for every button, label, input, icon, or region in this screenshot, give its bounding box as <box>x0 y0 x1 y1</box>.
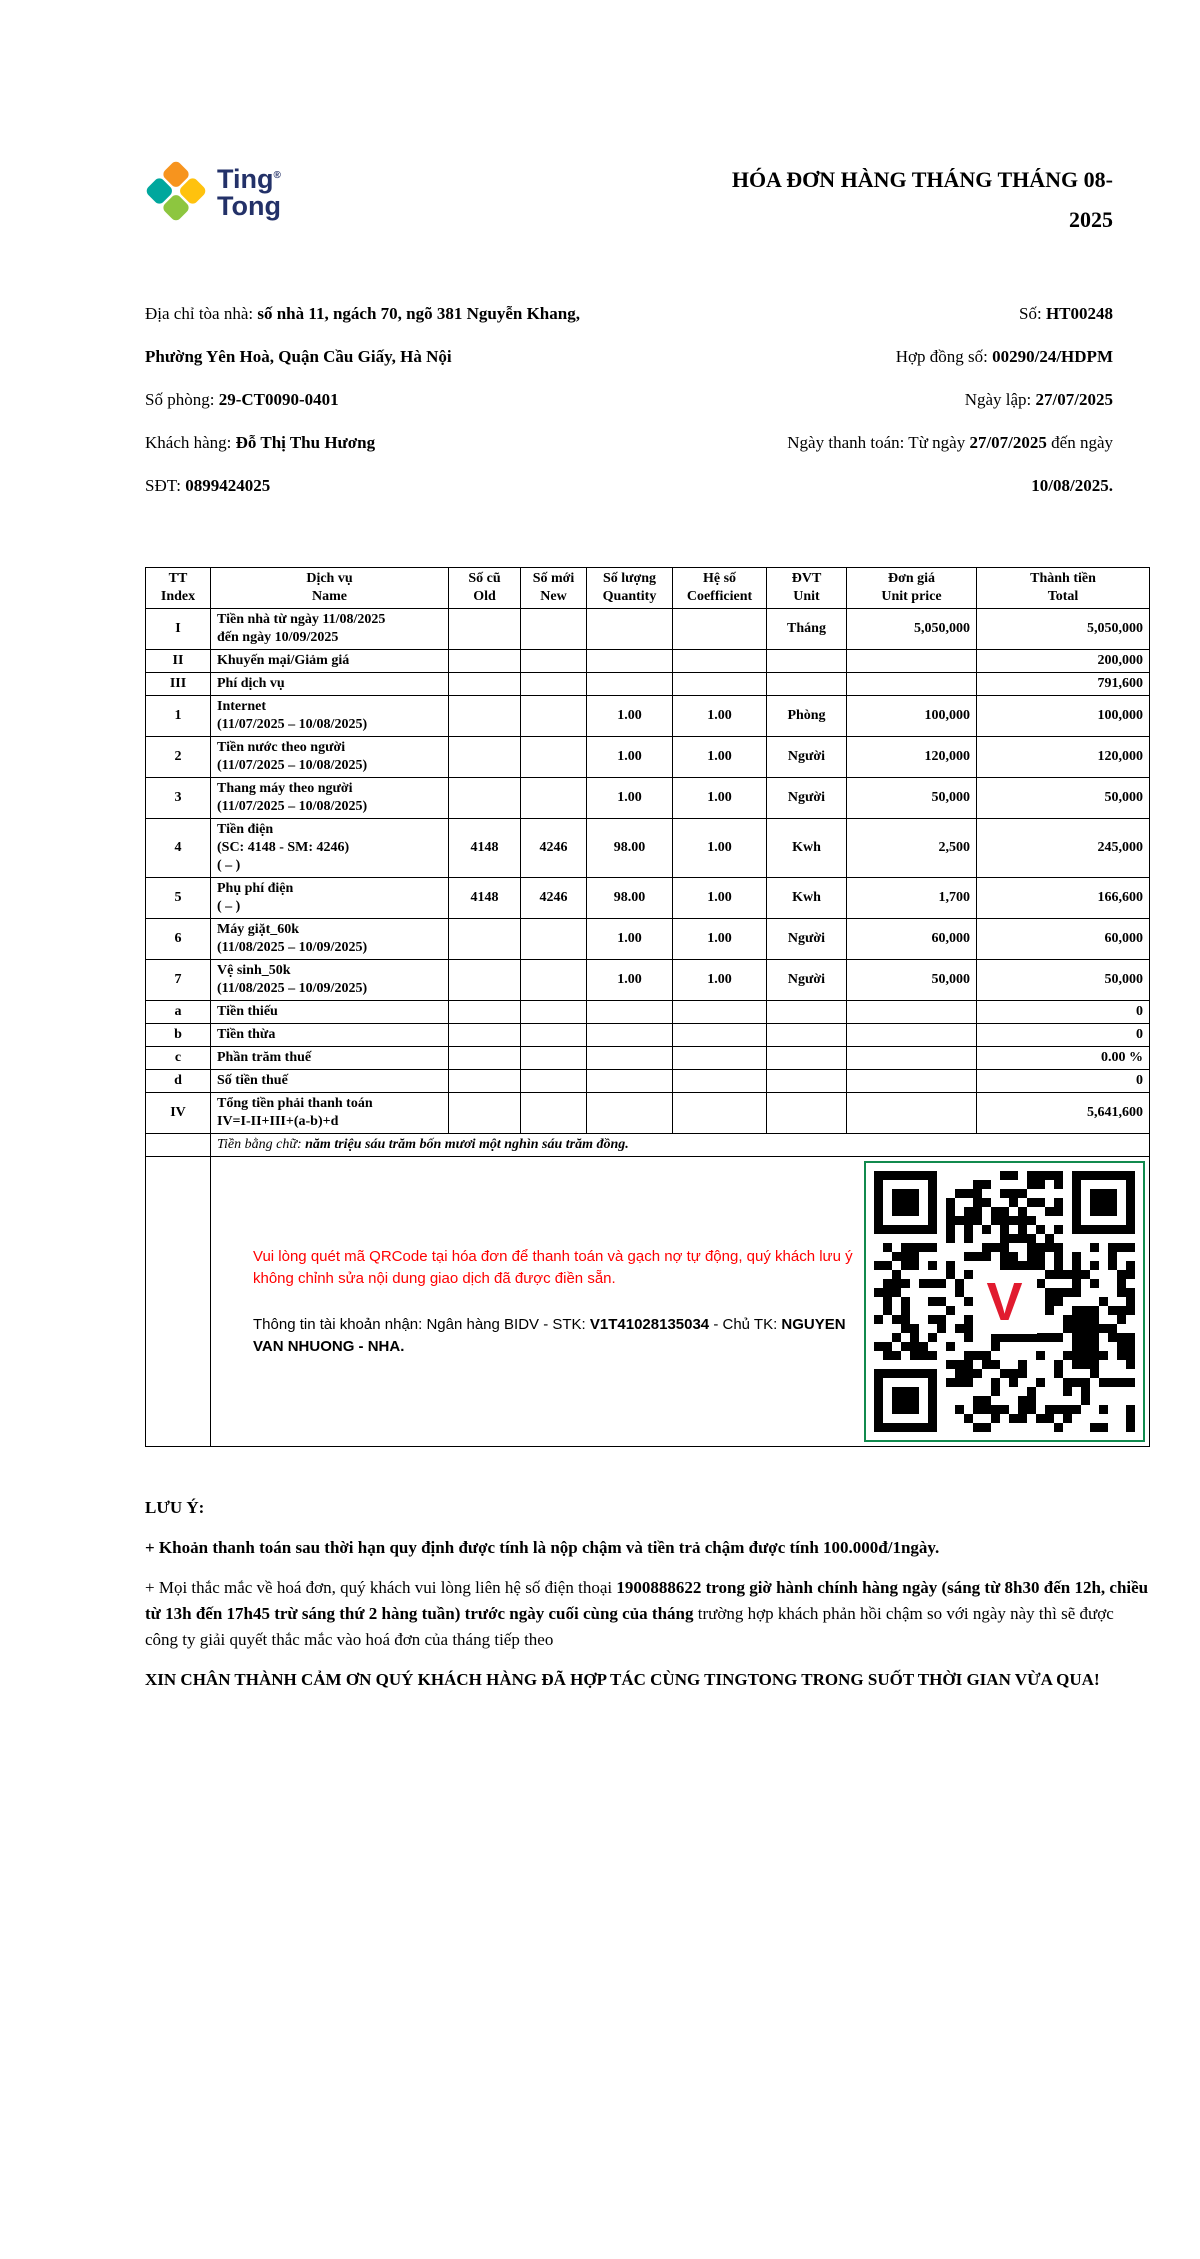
payment-period <box>723 421 1113 507</box>
cell-idx: I <box>146 609 211 650</box>
cell-price: 1,700 <box>847 878 977 919</box>
cell-coef <box>673 1093 767 1134</box>
service-name-line: Tiền nhà từ ngày 11/08/2025 <box>217 612 386 627</box>
cell-idx: III <box>146 673 211 696</box>
cell-idx: 5 <box>146 878 211 919</box>
qr-instructions <box>253 1246 853 1358</box>
customer-name <box>145 421 635 464</box>
cell-unit: Tháng <box>767 609 847 650</box>
cell-idx: 1 <box>146 696 211 737</box>
cell-name <box>211 1070 449 1093</box>
bank-account-number: V1T41028135034 <box>589 1315 710 1333</box>
cell-old <box>449 609 521 650</box>
cell-qty <box>587 1024 673 1047</box>
service-name-line: Số tiền thuế <box>217 1073 288 1088</box>
cell-coef: 1.00 <box>673 878 767 919</box>
cell-name <box>211 737 449 778</box>
cell-unit <box>767 650 847 673</box>
cell-new <box>521 1047 587 1070</box>
cell-empty <box>146 1157 211 1447</box>
late-payment-note: + Khoản thanh toán sau thời hạn quy định được tính là nộp chậm và tiền trả chậm được tính 100.000đ/1ngày. <box>145 1538 940 1557</box>
table-row <box>146 609 1150 650</box>
cell-name <box>211 673 449 696</box>
cell-total: 166,600 <box>977 878 1150 919</box>
service-name-line: Tiền nước theo người <box>217 740 346 755</box>
bank-account-label: Thông tin tài khoản nhận: Ngân hàng BIDV - STK: <box>253 1315 590 1333</box>
cell-qty <box>587 1001 673 1024</box>
cell-old <box>449 919 521 960</box>
bank-account-mid: - Chủ TK: <box>709 1315 782 1333</box>
col-header-service: Dịch vụ Name <box>211 568 449 609</box>
cell-old <box>449 650 521 673</box>
cell-idx: 2 <box>146 737 211 778</box>
cell-new <box>521 778 587 819</box>
cell-new <box>521 650 587 673</box>
cell-coef: 1.00 <box>673 778 767 819</box>
cell-name <box>211 778 449 819</box>
service-name-line: đến ngày 10/09/2025 <box>217 630 339 645</box>
cell-total: 0 <box>977 1070 1150 1093</box>
col-header-unit-price: Đơn giá Unit price <box>847 568 977 609</box>
thank-you-note: XIN CHÂN THÀNH CẢM ƠN QUÝ KHÁCH HÀNG ĐÃ HỢP TÁC CÙNG TINGTONG TRONG SUỐT THỜI GIAN VỪA QUA! <box>145 1670 1100 1689</box>
cell-unit: Người <box>767 919 847 960</box>
cell-new <box>521 696 587 737</box>
service-name-line: Máy giặt_60k <box>217 922 300 937</box>
cell-qty: 98.00 <box>587 878 673 919</box>
tingtong-logo-text <box>217 162 281 220</box>
cell-name <box>211 960 449 1001</box>
note-title: LƯU Ý: <box>145 1498 205 1517</box>
cell-old <box>449 778 521 819</box>
cell-new: 4246 <box>521 878 587 919</box>
col-header-old: Số cũ Old <box>449 568 521 609</box>
table-row <box>146 737 1150 778</box>
invoice-info-left <box>145 292 635 507</box>
room-value: 29-CT0090-0401 <box>218 390 339 409</box>
cell-new: 4246 <box>521 819 587 878</box>
cell-price: 5,050,000 <box>847 609 977 650</box>
cell-total: 100,000 <box>977 696 1150 737</box>
cell-old <box>449 673 521 696</box>
cell-idx: 7 <box>146 960 211 1001</box>
cell-price: 120,000 <box>847 737 977 778</box>
cell-old <box>449 1001 521 1024</box>
cell-price <box>847 673 977 696</box>
cell-coef <box>673 1024 767 1047</box>
cell-new <box>521 673 587 696</box>
cell-unit <box>767 1024 847 1047</box>
contract-value: 00290/24/HDPM <box>992 347 1113 366</box>
cell-idx: b <box>146 1024 211 1047</box>
cell-price: 50,000 <box>847 960 977 1001</box>
col-header-index: TT Index <box>146 568 211 609</box>
cell-price: 50,000 <box>847 778 977 819</box>
cell-new <box>521 960 587 1001</box>
cell-name <box>211 696 449 737</box>
table-row <box>146 1001 1150 1024</box>
address-value: số nhà 11, ngách 70, ngõ 381 Nguyễn Khang, Phường Yên Hoà, Quận Cầu Giấy, Hà Nội <box>145 304 580 366</box>
cell-unit: Kwh <box>767 878 847 919</box>
cell-name <box>211 1024 449 1047</box>
building-address <box>145 292 635 378</box>
invoice-header <box>145 160 1149 240</box>
cell-idx: 4 <box>146 819 211 878</box>
cell-total: 200,000 <box>977 650 1150 673</box>
phone-number <box>145 464 635 507</box>
cell-unit: Phòng <box>767 696 847 737</box>
contact-note-tail: trường hợp khách phản hồi chậm so với ngày này thì sẽ được công ty giải quyết thắc mắc vào hoá đơn của tháng tiếp theo <box>145 1604 1114 1649</box>
cell-old <box>449 960 521 1001</box>
service-name-line: (11/08/2025 – 10/09/2025) <box>217 940 368 955</box>
service-name-line: Tiền điện <box>217 822 274 837</box>
invoice-number-value: HT00248 <box>1045 304 1113 323</box>
cell-price <box>847 1001 977 1024</box>
service-name-line: Tiền thừa <box>217 1027 276 1042</box>
table-row <box>146 1093 1150 1134</box>
cell-total: 0.00 % <box>977 1047 1150 1070</box>
service-name-line: Internet <box>217 699 266 714</box>
phone-label: SĐT: <box>145 476 186 495</box>
cell-qty: 1.00 <box>587 696 673 737</box>
cell-name <box>211 1093 449 1134</box>
cell-old: 4148 <box>449 878 521 919</box>
cell-old <box>449 1047 521 1070</box>
table-row <box>146 650 1150 673</box>
cell-unit <box>767 1093 847 1134</box>
cell-total: 791,600 <box>977 673 1150 696</box>
table-row <box>146 673 1150 696</box>
tingtong-logo <box>145 160 281 222</box>
contact-note-text: + Mọi thắc mắc về hoá đơn, quý khách vui lòng liên hệ số điện thoại <box>145 1578 617 1597</box>
cell-qty: 1.00 <box>587 919 673 960</box>
cell-coef: 1.00 <box>673 737 767 778</box>
cell-price <box>847 1024 977 1047</box>
table-row <box>146 878 1150 919</box>
cell-coef <box>673 609 767 650</box>
amount-in-words-label: Tiền bằng chữ: <box>217 1137 306 1152</box>
qr-payment-row <box>146 1157 1150 1447</box>
contract-label: Hợp đồng số: <box>895 347 993 366</box>
amount-in-words-row <box>146 1134 1150 1157</box>
table-row <box>146 960 1150 1001</box>
invoice-title: HÓA ĐƠN HÀNG THÁNG THÁNG 08-2025 <box>731 167 1113 232</box>
cell-name <box>211 1001 449 1024</box>
invoice-info-right <box>723 292 1113 507</box>
cell-qty: 1.00 <box>587 737 673 778</box>
logo-line1: Ting <box>217 164 274 194</box>
customer-label: Khách hàng: <box>145 433 236 452</box>
service-name-line: (11/07/2025 – 10/08/2025) <box>217 717 368 732</box>
invoice-footer <box>145 1495 1149 1693</box>
address-label: Địa chỉ tòa nhà: <box>145 304 258 323</box>
cell-qty <box>587 1070 673 1093</box>
cell-total: 5,050,000 <box>977 609 1150 650</box>
col-header-coefficient: Hệ số Coefficient <box>673 568 767 609</box>
cell-price <box>847 1093 977 1134</box>
cell-old: 4148 <box>449 819 521 878</box>
bank-account-info <box>253 1314 853 1358</box>
service-name-line: Tổng tiền phải thanh toán <box>217 1096 373 1111</box>
cell-name <box>211 878 449 919</box>
cell-qty <box>587 1093 673 1134</box>
cell-unit: Người <box>767 960 847 1001</box>
cell-unit <box>767 1047 847 1070</box>
qr-payment-notice: Vui lòng quét mã QRCode tại hóa đơn để thanh toán và gạch nợ tự động, quý khách lưu ý không chỉnh sửa nội dung giao dịch đã được điền sẵn. <box>253 1247 853 1287</box>
service-name-line: (11/07/2025 – 10/08/2025) <box>217 799 368 814</box>
service-name-line: (SC: 4148 - SM: 4246) <box>217 840 350 855</box>
cell-total: 60,000 <box>977 919 1150 960</box>
issue-date <box>723 378 1113 421</box>
cell-coef: 1.00 <box>673 919 767 960</box>
hotline-number: 1900888622 trong giờ hành chính hàng ngày (sáng từ 8h30 đến 12h, chiều từ 13h đến 17h45 trừ sáng thứ 2 hàng tuần) <box>145 1578 1149 1623</box>
cell-idx: II <box>146 650 211 673</box>
cell-coef <box>673 1070 767 1093</box>
table-row <box>146 1070 1150 1093</box>
payment-to-date: 10/08/2025. <box>1031 476 1113 495</box>
cell-coef: 1.00 <box>673 960 767 1001</box>
cell-idx: 3 <box>146 778 211 819</box>
cell-idx: a <box>146 1001 211 1024</box>
cell-qty: 1.00 <box>587 960 673 1001</box>
cell-coef: 1.00 <box>673 696 767 737</box>
cell-new <box>521 1070 587 1093</box>
col-header-total: Thành tiền Total <box>977 568 1150 609</box>
registered-mark: ® <box>273 170 281 181</box>
deadline-text: trước ngày cuối cùng của tháng <box>460 1604 698 1623</box>
cell-name <box>211 609 449 650</box>
issue-date-value: 27/07/2025 <box>1035 390 1113 409</box>
qr-payment-area <box>211 1157 1150 1447</box>
logo-line2: Tong <box>217 191 281 221</box>
cell-coef <box>673 1001 767 1024</box>
cell-price <box>847 1070 977 1093</box>
phone-value: 0899424025 <box>185 476 271 495</box>
cell-old <box>449 1070 521 1093</box>
cell-name <box>211 819 449 878</box>
cell-old <box>449 696 521 737</box>
cell-new <box>521 919 587 960</box>
service-name-line: Phí dịch vụ <box>217 676 285 691</box>
col-header-quantity: Số lượng Quantity <box>587 568 673 609</box>
cell-idx: 6 <box>146 919 211 960</box>
service-name-line: ( – ) <box>217 858 241 873</box>
tingtong-logo-icon <box>145 160 207 222</box>
cell-old <box>449 1093 521 1134</box>
service-name-line: IV=I-II+III+(a-b)+d <box>217 1114 339 1129</box>
cell-total: 50,000 <box>977 778 1150 819</box>
service-name-line: ( – ) <box>217 899 241 914</box>
amount-in-words-value: năm triệu sáu trăm bốn mươi một nghìn sáu trăm đồng. <box>305 1137 629 1152</box>
invoice-number-label: Số: <box>1019 304 1046 323</box>
cell-name <box>211 650 449 673</box>
cell-unit: Kwh <box>767 819 847 878</box>
contact-note <box>145 1575 1149 1653</box>
cell-total: 245,000 <box>977 819 1150 878</box>
cell-total: 0 <box>977 1024 1150 1047</box>
cell-total: 50,000 <box>977 960 1150 1001</box>
service-name-line: Phụ phí điện <box>217 881 294 896</box>
col-header-new: Số mới New <box>521 568 587 609</box>
cell-total: 120,000 <box>977 737 1150 778</box>
cell-qty: 1.00 <box>587 778 673 819</box>
cell-new <box>521 1024 587 1047</box>
contract-number <box>723 335 1113 378</box>
service-name-line: (11/08/2025 – 10/09/2025) <box>217 981 368 996</box>
table-row <box>146 1024 1150 1047</box>
cell-empty <box>146 1134 211 1157</box>
cell-price <box>847 650 977 673</box>
payment-period-label: Ngày thanh toán: Từ ngày <box>787 433 970 452</box>
cell-old <box>449 737 521 778</box>
cell-qty <box>587 1047 673 1070</box>
table-row <box>146 696 1150 737</box>
payment-from-date: 27/07/2025 <box>969 433 1047 452</box>
payment-period-mid: đến ngày <box>1046 433 1113 452</box>
cell-name <box>211 919 449 960</box>
table-row <box>146 1047 1150 1070</box>
cell-name <box>211 1047 449 1070</box>
invoice-table <box>145 567 1150 1447</box>
cell-idx: c <box>146 1047 211 1070</box>
table-row <box>146 778 1150 819</box>
cell-idx: d <box>146 1070 211 1093</box>
cell-price <box>847 1047 977 1070</box>
room-label: Số phòng: <box>145 390 219 409</box>
service-name-line: (11/07/2025 – 10/08/2025) <box>217 758 368 773</box>
cell-unit <box>767 673 847 696</box>
table-header-row <box>146 568 1150 609</box>
cell-unit <box>767 1001 847 1024</box>
cell-unit: Người <box>767 778 847 819</box>
service-name-line: Phần trăm thuế <box>217 1050 312 1065</box>
customer-value: Đỗ Thị Thu Hương <box>235 433 376 452</box>
cell-unit <box>767 1070 847 1093</box>
service-name-line: Vệ sinh_50k <box>217 963 291 978</box>
vietqr-logo-icon: V <box>973 1270 1037 1334</box>
cell-unit: Người <box>767 737 847 778</box>
bank-account-holder: NGUYEN VAN NHUONG - NHA. <box>253 1315 846 1355</box>
table-row <box>146 919 1150 960</box>
invoice-number <box>723 292 1113 335</box>
issue-date-label: Ngày lập: <box>964 390 1036 409</box>
cell-idx: IV <box>146 1093 211 1134</box>
cell-coef <box>673 1047 767 1070</box>
invoice-info <box>145 292 1149 507</box>
service-name-line: Thang máy theo người <box>217 781 353 796</box>
col-header-unit: ĐVT Unit <box>767 568 847 609</box>
amount-in-words <box>211 1134 1150 1157</box>
service-name-line: Tiền thiếu <box>217 1004 278 1019</box>
cell-new <box>521 1001 587 1024</box>
qr-code <box>864 1161 1145 1442</box>
cell-coef <box>673 650 767 673</box>
cell-new <box>521 609 587 650</box>
cell-price: 100,000 <box>847 696 977 737</box>
cell-qty: 98.00 <box>587 819 673 878</box>
cell-qty <box>587 673 673 696</box>
cell-coef: 1.00 <box>673 819 767 878</box>
cell-qty <box>587 650 673 673</box>
cell-qty <box>587 609 673 650</box>
cell-total: 5,641,600 <box>977 1093 1150 1134</box>
service-name-line: Khuyến mại/Giảm giá <box>217 653 350 668</box>
table-row <box>146 819 1150 878</box>
cell-price: 2,500 <box>847 819 977 878</box>
cell-new <box>521 1093 587 1134</box>
cell-coef <box>673 673 767 696</box>
cell-price: 60,000 <box>847 919 977 960</box>
room-number <box>145 378 635 421</box>
cell-new <box>521 737 587 778</box>
cell-old <box>449 1024 521 1047</box>
cell-total: 0 <box>977 1001 1150 1024</box>
